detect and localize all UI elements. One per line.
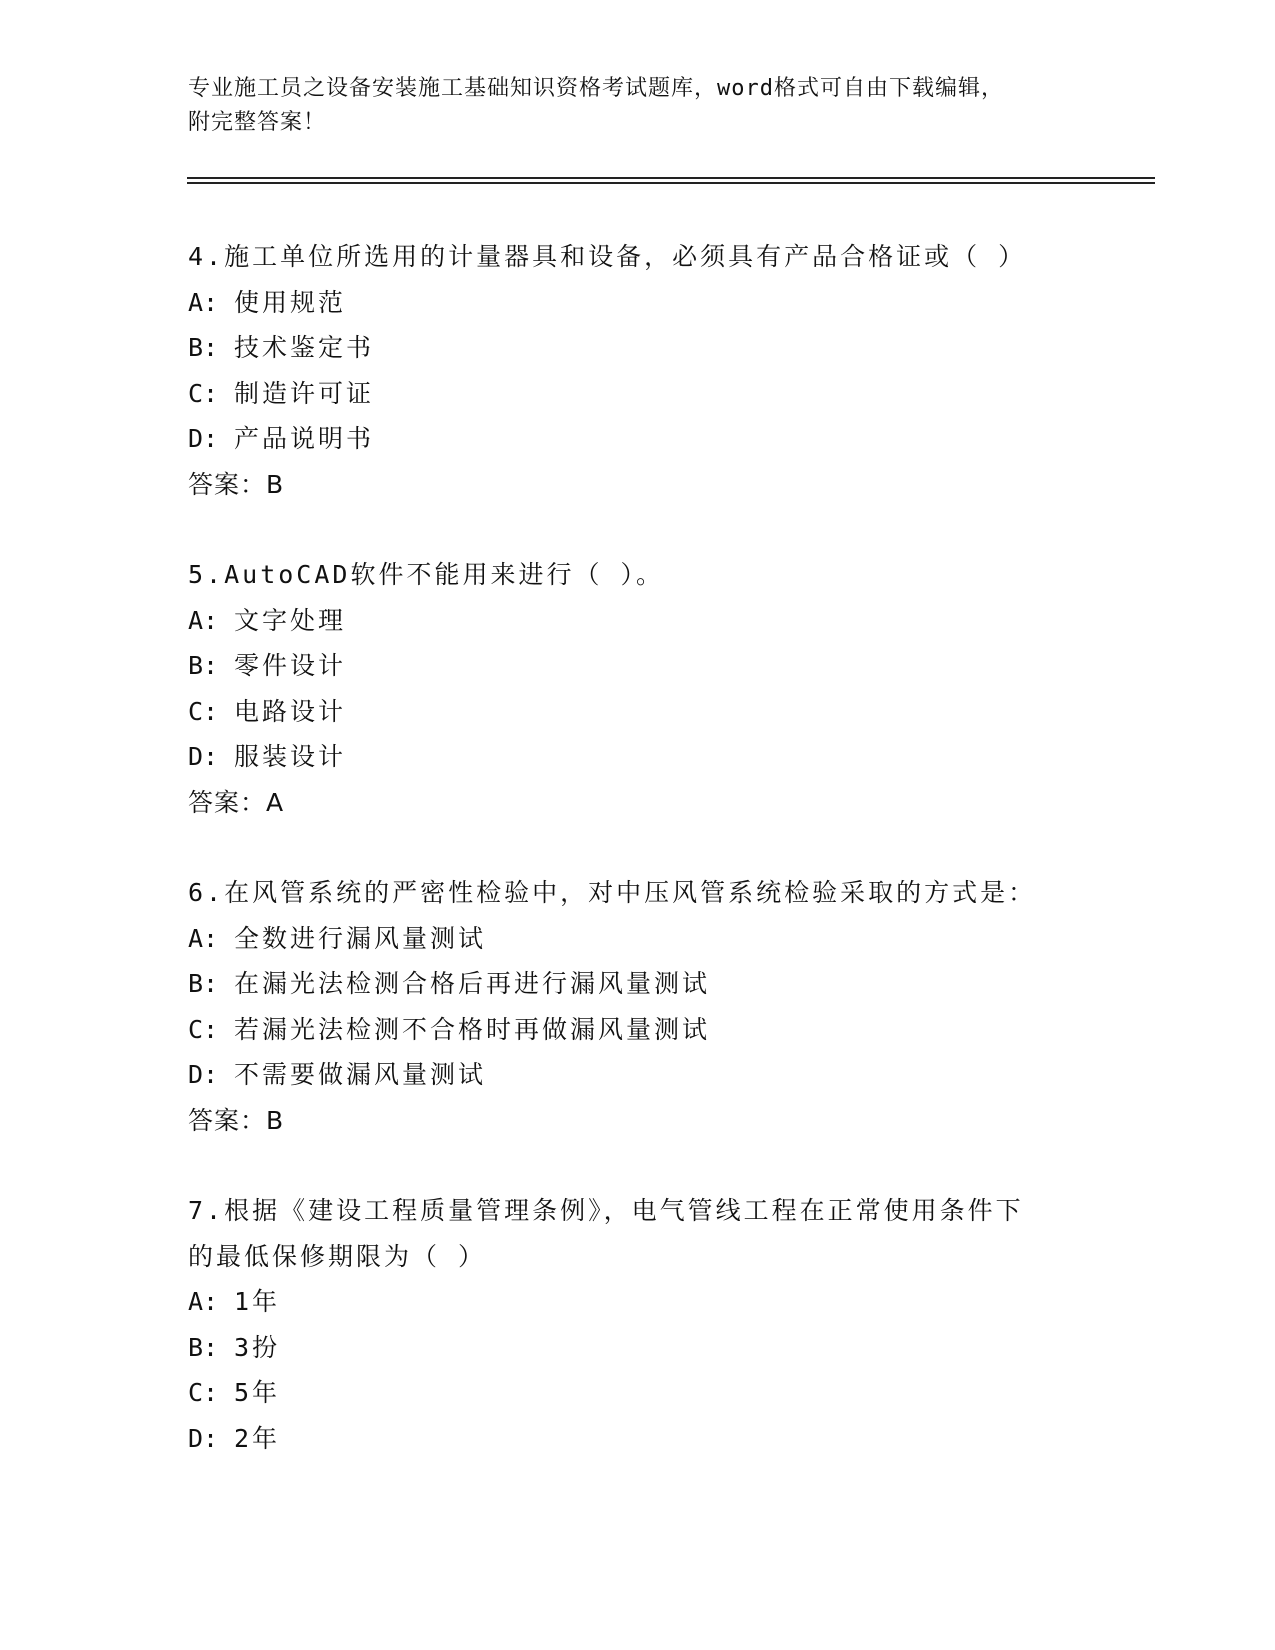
option-text: 5年 (234, 1378, 281, 1407)
option-c (188, 371, 1088, 417)
option-text: 3扮 (234, 1332, 281, 1362)
question-stem: 6.在风管系统的严密性检验中，对中压风管系统检验采取的方式是： (188, 878, 1037, 907)
option-letter: B: (188, 1332, 219, 1362)
option-letter: D: (188, 424, 219, 453)
option-text: 在漏光法检测合格后再进行漏风量测试 (234, 969, 711, 998)
option-d (188, 1052, 1088, 1098)
option-a (188, 598, 1088, 644)
option-d (188, 1416, 1088, 1462)
question-stem: 4.施工单位所选用的计量器具和设备，必须具有产品合格证或（ ） (188, 242, 1027, 271)
option-letter: D: (188, 1423, 219, 1453)
option-letter: A: (188, 287, 219, 317)
option-letter: B: (188, 969, 219, 998)
question-7 (188, 1188, 1088, 1461)
option-text: 1年 (234, 1287, 281, 1316)
option-a (188, 916, 1088, 962)
option-text: 产品说明书 (234, 424, 375, 453)
option-letter: B: (188, 651, 219, 680)
option-c (188, 1007, 1088, 1053)
option-b (188, 961, 1088, 1007)
question-stem: 7.根据《建设工程质量管理条例》，电气管线工程在正常使用条件下 (188, 1196, 1024, 1225)
option-b (188, 325, 1088, 371)
answer-line: 答案：B (188, 469, 285, 499)
option-text: 技术鉴定书 (234, 333, 375, 362)
question-stem: 5.AutoCAD软件不能用来进行（ ）。 (188, 560, 665, 589)
option-c (188, 1370, 1088, 1416)
answer-line: 答案：B (188, 1105, 285, 1135)
option-letter: D: (188, 742, 219, 771)
option-text: 全数进行漏风量测试 (234, 923, 487, 953)
option-text: 制造许可证 (234, 378, 375, 408)
option-text: 电路设计 (234, 696, 347, 726)
header-divider-bottom (187, 182, 1155, 184)
option-text: 使用规范 (234, 287, 347, 317)
option-d (188, 734, 1088, 780)
header-line-2: 附完整答案！ (188, 110, 327, 135)
option-text: 零件设计 (234, 651, 347, 680)
option-text: 服装设计 (234, 742, 347, 771)
answer-line: 答案：A (188, 787, 285, 817)
option-a (188, 1279, 1088, 1325)
question-4 (188, 234, 1088, 507)
header-line-1: 专业施工员之设备安装施工基础知识资格考试题库，word格式可自由下载编辑， (188, 76, 1004, 101)
header-divider-top (187, 177, 1155, 179)
option-b (188, 643, 1088, 689)
document-header (188, 72, 1068, 140)
option-text: 文字处理 (234, 605, 347, 635)
option-letter: C: (188, 1014, 219, 1044)
option-text: 2年 (234, 1423, 281, 1453)
option-c (188, 689, 1088, 735)
option-letter: C: (188, 378, 219, 408)
question-6 (188, 870, 1088, 1143)
option-letter: A: (188, 923, 219, 953)
question-stem-continued: 的最低保修期限为（ ） (188, 1241, 487, 1271)
option-letter: C: (188, 1378, 219, 1407)
option-a (188, 280, 1088, 326)
question-5 (188, 552, 1088, 825)
option-letter: A: (188, 605, 219, 635)
option-d (188, 416, 1088, 462)
option-letter: C: (188, 696, 219, 726)
option-letter: A: (188, 1287, 219, 1316)
option-b (188, 1325, 1088, 1371)
option-text: 不需要做漏风量测试 (234, 1060, 487, 1089)
option-text: 若漏光法检测不合格时再做漏风量测试 (234, 1014, 711, 1044)
option-letter: B: (188, 333, 219, 362)
option-letter: D: (188, 1060, 219, 1089)
